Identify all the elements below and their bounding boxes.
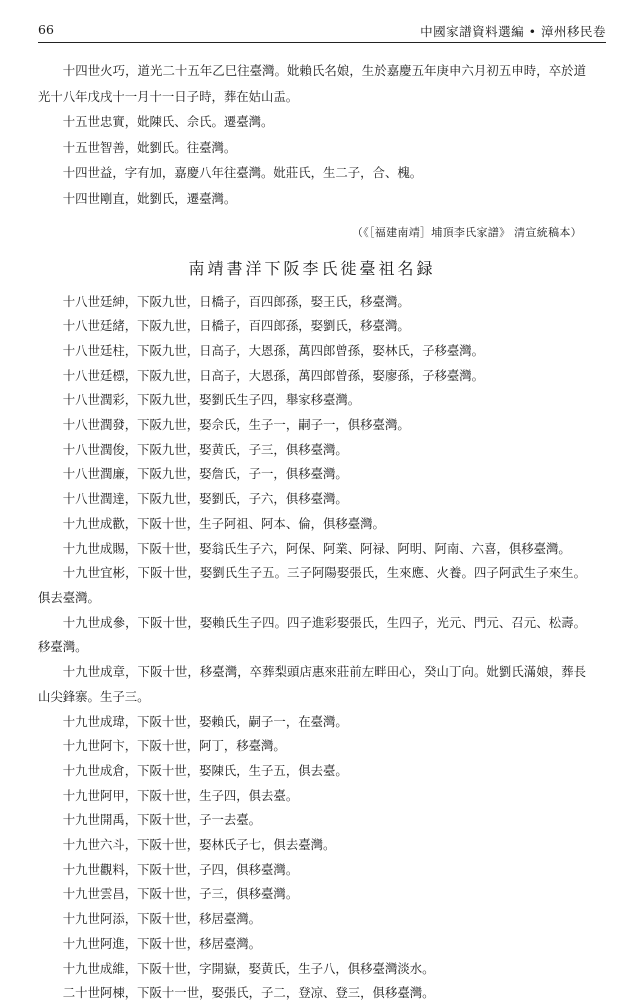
list-item: 十九世阿甲，下阪十世，生子四，俱去臺。: [62, 787, 299, 803]
page-body: [38, 58, 586, 1006]
list-item: 十九世成參，下阪十世，娶賴氏生子四。四子進彩娶張氏，生四子，光元、門元、召元、松壽。移臺灣。: [38, 614, 586, 655]
list-item: 十九世成維，下阪十世，字開嶽，娶黄氏，生子八，俱移臺灣淡水。: [62, 960, 435, 976]
list-item: 十九世成章，下阪十世，移臺灣，卒葬梨頭店惠來莊前左畔田心，癸山丁向。妣劉氏滿娘，葬長山尖鋒寨。生子三。: [38, 664, 586, 704]
list-item: 十九世阿添，下阪十世，移居臺灣。: [62, 911, 262, 927]
list-item: 十九世阿進，下阪十世，移居臺灣。: [62, 935, 262, 951]
list-item: 十九世宜彬，下阪十世，娶劉氏生子五。三子阿陽娶張氏，生來應、火養。四子阿武生子來生。俱去臺灣。: [38, 565, 586, 605]
book-title: 中國家譜資料選編 • 漳州移民卷: [420, 24, 606, 39]
page-number: 66: [38, 22, 54, 37]
list-item: 十八世廷紳，下阪九世，日橋子，百四郎孫，娶王氏，移臺灣。: [62, 293, 410, 309]
list-item: 十八世潤廉，下阪九世，娶詹氏，子一，俱移臺灣。: [62, 466, 348, 482]
paragraph: 十五世智善，妣劉氏。往臺灣。: [62, 139, 237, 155]
list-item: 十九世成賜，下阪十世，娶翁氏生子六，阿保、阿業、阿禄、阿明、阿南、六喜，俱移臺灣。: [62, 540, 571, 556]
header-rule: [38, 42, 606, 43]
list-item: 十九世成倉，下阪十世，娶陳氏，生子五，俱去臺。: [62, 762, 348, 778]
top-section: [38, 58, 586, 212]
entry-list: [38, 290, 586, 1006]
list-item: 十九世成歡，下阪十世，生子阿祖、阿本、倫，俱移臺灣。: [62, 515, 385, 531]
list-item: 十八世廷緒，下阪九世，日橋子，百四郎孫，娶劉氏，移臺灣。: [62, 318, 410, 334]
list-item: 十九世雲昌，下阪十世，子三，俱移臺灣。: [62, 886, 299, 902]
list-item: 十九世開禹，下阪十世，子一去臺。: [62, 812, 262, 828]
list-item: 十九世成瑋，下阪十世，娶賴氏，嗣子一，在臺灣。: [62, 713, 348, 729]
paragraph: 十四世剛直，妣劉氏，遷臺灣。: [62, 190, 237, 206]
list-item: 十八世廷柱，下阪九世，日高子，大恩孫，萬四郎曾孫，娶林氏，子移臺灣。: [62, 342, 485, 358]
list-item: 十九世觀料，下阪十世，子四，俱移臺灣。: [62, 861, 299, 877]
section-title: 南靖書洋下阪李氏徙臺祖名録: [188, 258, 436, 278]
list-item: 十八世潤發，下阪九世，娶佘氏，生子一，嗣子一，俱移臺灣。: [62, 417, 410, 433]
list-item: 十九世六斗，下阪十世，娶林氏子七，俱去臺灣。: [62, 837, 336, 853]
list-item: 十九世阿卞，下阪十世，阿丁，移臺灣。: [62, 738, 286, 754]
paragraph: 十四世益，字有加，嘉慶八年往臺灣。妣莊氏，生二子，合、槐。: [62, 165, 423, 181]
source-citation: （《［福建南靖］埔頂李氏家譜》 清宣統稿本）: [351, 225, 582, 239]
paragraph: 十四世火巧，道光二十五年乙巳往臺灣。妣賴氏名娘，生於嘉慶五年庚申六月初五申時，卒於道光十八年戊戌十一月十一日子時，葬在姑山盂。: [38, 63, 586, 104]
paragraph: 十五世忠實，妣陳氏、佘氏。遷臺灣。: [62, 114, 274, 130]
list-item: 十八世潤彩，下阪九世，娶劉氏生子四，舉家移臺灣。: [62, 392, 361, 408]
list-item: 二十世阿棟，下阪十一世，娶張氏，子二，登凉、登三，俱移臺灣。: [62, 985, 435, 1001]
running-header: [38, 20, 606, 40]
list-item: 十八世廷標，下阪九世，日高子，大恩孫，萬四郎曾孫，娶廖孫，子移臺灣。: [62, 367, 485, 383]
list-item: 十八世潤達，下阪九世，娶劉氏，子六，俱移臺灣。: [62, 491, 348, 507]
list-item: 十八世潤俊，下阪九世，娶黄氏，子三，俱移臺灣。: [62, 441, 348, 457]
